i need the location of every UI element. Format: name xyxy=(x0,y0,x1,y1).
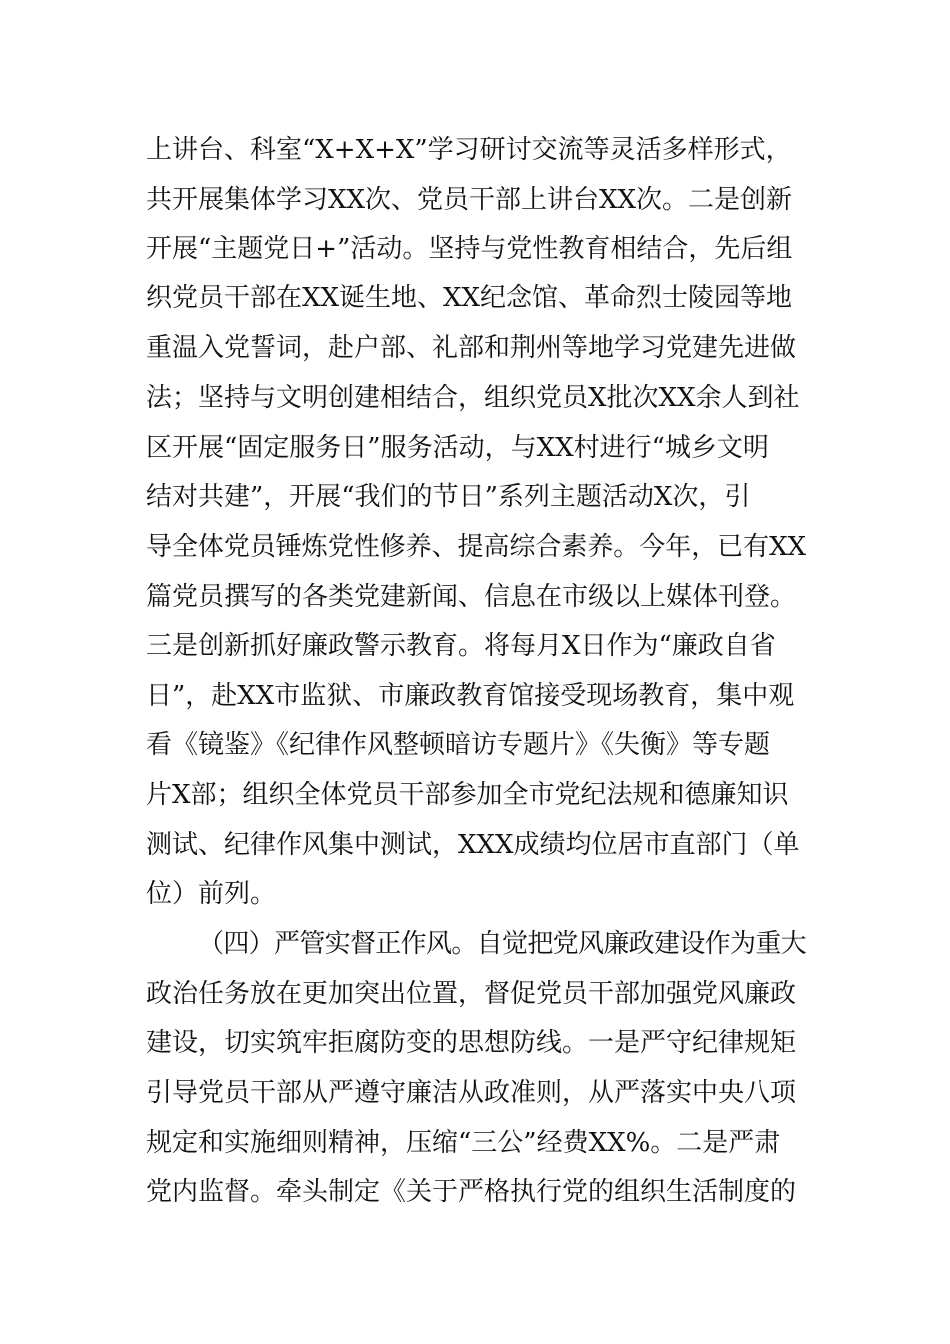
text-line-15: 测试、纪律作风集中测试，XXX成绩均位居市直部门（单 xyxy=(146,830,800,860)
text-line-4: 织党员干部在XX诞生地、XX纪念馆、革命烈士陵园等地 xyxy=(146,283,793,313)
text-line-10: 篇党员撰写的各类党建新闻、信息在市级以上媒体刊登。 xyxy=(146,582,797,612)
text-line-16: 位）前列。 xyxy=(146,879,277,909)
text-line-19: 建设，切实筑牢拒腐防变的思想防线。一是严守纪律规矩 xyxy=(146,1028,797,1058)
text-line-1: 上讲台、科室“X+X+X”学习研讨交流等灵活多样形式， xyxy=(146,135,792,165)
text-line-21: 规定和实施细则精神，压缩“三公”经费XX%。二是严肃 xyxy=(146,1128,781,1158)
text-line-2: 共开展集体学习XX次、党员干部上讲台XX次。二是创新 xyxy=(146,185,793,215)
text-line-18: 政治任务放在更加突出位置，督促党员干部加强党风廉政 xyxy=(146,979,797,1009)
text-line-13: 看《镜鉴》《纪律作风整顿暗访专题片》《失衡》等专题 xyxy=(146,730,771,760)
section-heading-line: （四）严管实督正作风。自觉把党风廉政建设作为重大 xyxy=(198,929,807,959)
text-line-6: 法；坚持与文明创建相结合，组织党员X批次XX余人到社 xyxy=(146,383,800,413)
text-line-22: 党内监督。牵头制定《关于严格执行党的组织生活制度的 xyxy=(146,1177,797,1207)
text-line-3: 开展“主题党日+”活动。坚持与党性教育相结合，先后组 xyxy=(146,234,793,264)
text-line-11: 三是创新抓好廉政警示教育。将每月X日作为“廉政自省 xyxy=(146,631,776,661)
text-line-20: 引导党员干部从严遵守廉洁从政准则，从严落实中央八项 xyxy=(146,1078,797,1108)
text-line-7: 区开展“固定服务日”服务活动，与XX村进行“城乡文明 xyxy=(146,433,769,463)
text-line-12: 日”，赴XX市监狱、市廉政教育馆接受现场教育，集中观 xyxy=(146,681,795,711)
text-line-14: 片X部；组织全体党员干部参加全市党纪法规和德廉知识 xyxy=(146,780,789,810)
text-line-5: 重温入党誓词，赴户部、礼部和荆州等地学习党建先进做 xyxy=(146,333,797,363)
text-line-9: 导全体党员锤炼党性修养、提高综合素养。今年，已有XX xyxy=(146,532,807,562)
text-line-8: 结对共建”，开展“我们的节日”系列主题活动X次，引 xyxy=(146,482,751,512)
